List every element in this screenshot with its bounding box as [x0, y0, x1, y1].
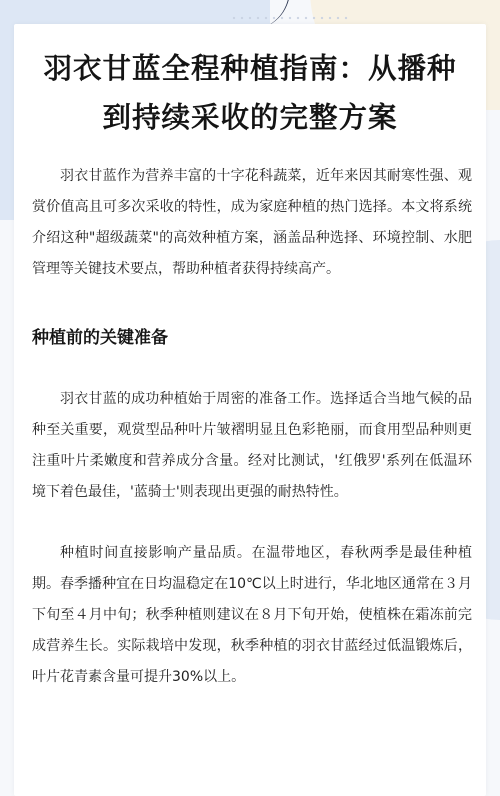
section-paragraph-1: 羽衣甘蓝的成功种植始于周密的准备工作。选择适合当地气候的品种至关重要，观赏型品种叶片皱褶明显且色彩艳丽，而食用型品种则更注重叶片柔嫩度和营养成分含量。经对比测试，'红俄罗'系列在低温环境下着色最佳，'蓝骑士'则表现出更强的耐热特性。: [32, 391, 472, 500]
section-paragraph-2: 种植时间直接影响产量品质。在温带地区，春秋两季是最佳种植期。春季播种宜在日均温稳定在10℃以上时进行，华北地区通常在３月下旬至４月中旬；秋季种植则建议在８月下旬开始，使植株在霜冻前完成营养生长。实际栽培中发现，秋季种植的羽衣甘蓝经过低温锻炼后，叶片花青素含量可提升30%以上。: [32, 545, 472, 685]
intro-paragraph: 羽衣甘蓝作为营养丰富的十字花科蔬菜，近年来因其耐寒性强、观赏价值高且可多次采收的特性，成为家庭种植的热门选择。本文将系统介绍这种"超级蔬菜"的高效种植方案，涵盖品种选择、环境控制、水肥管理等关键技术要点，帮助种植者获得持续高产。: [32, 168, 472, 277]
article-title: 羽衣甘蓝全程种植指南：从播种到持续采收的完整方案: [43, 52, 457, 134]
article-card: [14, 24, 486, 796]
section-heading: 种植前的关键准备: [32, 328, 168, 348]
